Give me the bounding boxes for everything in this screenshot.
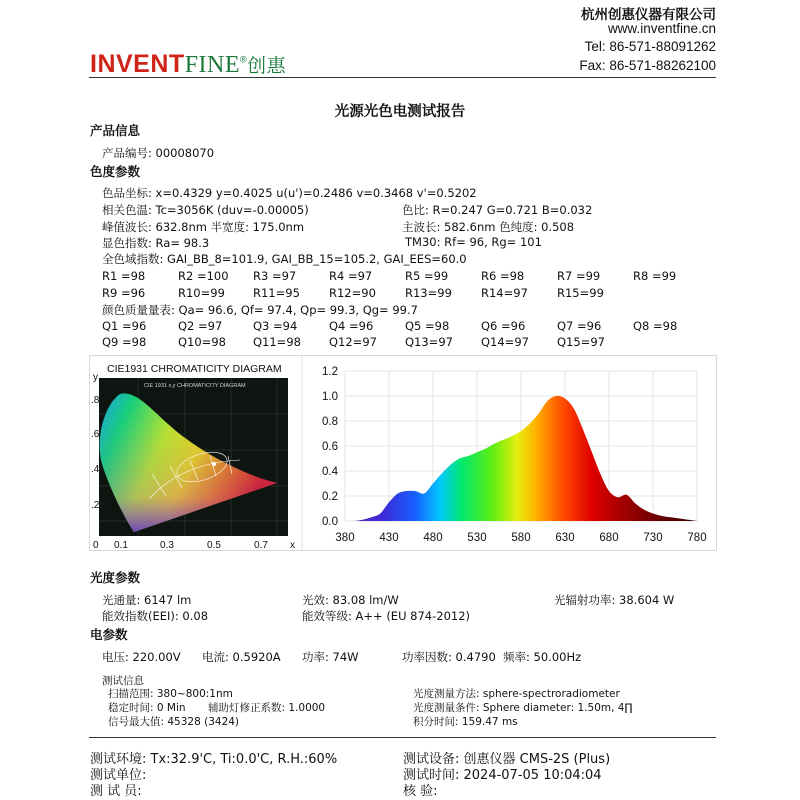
r-value: R8 =99: [633, 269, 677, 283]
cie-y-tick: .2: [91, 500, 100, 511]
charts-svg: [90, 356, 716, 550]
spectrum-x-tick: 580: [511, 532, 531, 544]
frequency: 频率: 50.00Hz: [503, 650, 582, 664]
spectrum-y-tick: 0.0: [322, 516, 338, 528]
spectrum-y-ticks: [322, 366, 339, 528]
r-value: R6 =98: [481, 269, 525, 283]
charts-panel: [89, 355, 717, 551]
spectrum-x-tick: 630: [555, 532, 575, 544]
company-tel: Tel: 86-571-88091262: [584, 39, 716, 54]
spectrum-y-tick: 0.8: [322, 416, 338, 428]
footer-divider: [89, 737, 716, 738]
q-value: Q1 =96: [102, 319, 147, 333]
power-factor: 功率因数: 0.4790: [402, 650, 496, 664]
signal-max: 信号最大值: 45328 (3424): [108, 716, 240, 728]
photometric-method: 光度测量方法: sphere-spectroradiometer: [413, 688, 620, 700]
company-logo: INVENTFINE®创惠: [90, 50, 287, 78]
electrical-section-heading: 电参数: [90, 627, 128, 642]
power: 功率: 74W: [302, 650, 359, 664]
peak-wavelength: 峰值波长: 632.8nm 半宽度: 175.0nm: [102, 220, 305, 234]
test-device: 测试设备: 创惠仪器 CMS-2S (Plus): [403, 752, 611, 767]
cie-measured-point: [212, 462, 216, 466]
q-value: Q9 =98: [102, 335, 147, 349]
scan-range: 扫描范围: 380~800:1nm: [108, 688, 233, 700]
color-quality-scale: 颜色质量量表: Qa= 96.6, Qf= 97.4, Qp= 99.3, Qg= 99.7: [102, 303, 418, 317]
photometric-section-heading: 光度参数: [90, 570, 141, 585]
energy-efficiency-index: 能效指数(EEI): 0.08: [102, 609, 209, 623]
photometric-condition: 光度测量条件: Sphere diameter: 1.50m, 4∏: [413, 702, 633, 714]
r-value: R10=99: [178, 286, 225, 300]
spectrum-x-tick: 680: [599, 532, 619, 544]
luminous-efficacy: 光效: 83.08 lm/W: [302, 593, 399, 607]
cie-x-tick: 0: [93, 540, 99, 550]
r-value: R5 =99: [405, 269, 449, 283]
q-value: Q3 =94: [253, 319, 298, 333]
spectrum-y-tick: 1.2: [322, 366, 338, 378]
checker: 核 验:: [403, 784, 438, 799]
q-value: Q14=97: [481, 335, 529, 349]
cie-x-tick: 0.7: [254, 540, 268, 550]
aux-lamp-correction: 辅助灯修正系数: 1.0000: [208, 702, 326, 714]
spectrum-y-tick: 0.2: [322, 491, 338, 503]
spectrum-y-tick: 0.6: [322, 441, 338, 453]
q-value: Q2 =97: [178, 319, 223, 333]
q-value: Q7 =96: [557, 319, 602, 333]
color-section-heading: 色度参数: [90, 164, 141, 179]
report-title: 光源光色电测试报告: [334, 104, 466, 120]
test-time: 测试时间: 2024-07-05 10:04:04: [403, 768, 602, 783]
chromaticity-coordinates: 色品坐标: x=0.4329 y=0.4025 u(u')=0.2486 v=0.3468 v'=0.5202: [102, 186, 477, 200]
cie-x-tick: 0.5: [207, 540, 221, 550]
r-value: R1 =98: [102, 269, 146, 283]
q-value: Q13=97: [405, 335, 453, 349]
q-value: Q8 =98: [633, 319, 678, 333]
spectrum-x-tick: 730: [643, 532, 663, 544]
cie-x-axis-label: x: [290, 540, 295, 550]
spectrum-x-tick: 780: [687, 532, 707, 544]
r-value: R15=99: [557, 286, 604, 300]
product-code: 产品编号: 00008070: [102, 146, 215, 160]
cie-y-tick: .8: [91, 395, 100, 406]
current: 电流: 0.5920A: [202, 650, 281, 664]
r-value: R3 =97: [253, 269, 297, 283]
spectrum-x-tick: 480: [423, 532, 443, 544]
dominant-wavelength: 主波长: 582.6nm 色纯度: 0.508: [402, 220, 575, 234]
header-divider: [89, 77, 716, 78]
cie-y-axis-label: y: [93, 372, 98, 383]
r-value: R11=95: [253, 286, 300, 300]
test-environment: 测试环境: Tx:32.9'C, Ti:0.0'C, R.H.:60%: [90, 752, 338, 767]
q-value: Q10=98: [178, 335, 226, 349]
product-section-heading: 产品信息: [90, 123, 141, 138]
test-unit: 测试单位:: [90, 768, 147, 783]
company-website: www.inventfine.cn: [607, 21, 716, 36]
r-value: R7 =99: [557, 269, 601, 283]
spectrum-y-tick: 1.0: [322, 391, 338, 403]
spectrum-x-ticks: [335, 532, 706, 544]
test-info-heading: 测试信息: [102, 675, 144, 687]
color-rendering-index: 显色指数: Ra= 98.3: [102, 236, 210, 250]
cie-y-tick: .6: [91, 429, 100, 440]
q-value: Q11=98: [253, 335, 301, 349]
cie-inner-title: CIE 1931 x,y CHROMATICITY DIAGRAM: [144, 383, 246, 389]
tm30-values: TM30: Rf= 96, Rg= 101: [405, 235, 542, 249]
r-value: R9 =96: [102, 286, 146, 300]
q-value: Q15=97: [557, 335, 605, 349]
tester: 测 试 员:: [90, 784, 142, 799]
stable-time: 稳定时间: 0 Min: [108, 702, 186, 714]
r-value: R14=97: [481, 286, 528, 300]
gamut-area-index: 全色域指数: GAI_BB_8=101.9, GAI_BB_15=105.2, GAI_EES=60.0: [102, 252, 467, 266]
color-ratio: 色比: R=0.247 G=0.721 B=0.032: [402, 203, 593, 217]
spectrum-x-tick: 430: [379, 532, 399, 544]
integration-time: 积分时间: 159.47 ms: [413, 716, 518, 728]
q-value: Q12=97: [329, 335, 377, 349]
spectrum-x-tick: 380: [335, 532, 355, 544]
q-value: Q4 =96: [329, 319, 374, 333]
company-name: 杭州创惠仪器有限公司: [581, 7, 716, 23]
r-value: R4 =97: [329, 269, 373, 283]
cie-x-tick: 0.3: [160, 540, 174, 550]
voltage: 电压: 220.00V: [102, 650, 181, 664]
luminous-flux: 光通量: 6147 lm: [102, 593, 192, 607]
correlated-color-temp: 相关色温: Tc=3056K (duv=-0.00005): [102, 203, 309, 217]
r-value: R12=90: [329, 286, 376, 300]
q-value: Q5 =98: [405, 319, 450, 333]
spectrum-x-tick: 530: [467, 532, 487, 544]
r-value: R2 =100: [178, 269, 229, 283]
spectrum-y-tick: 0.4: [322, 466, 338, 478]
cie-title: CIE1931 CHROMATICITY DIAGRAM: [107, 363, 282, 375]
q-value: Q6 =96: [481, 319, 526, 333]
cie-y-tick: .4: [91, 464, 100, 475]
r-value: R13=99: [405, 286, 452, 300]
cie-x-tick: 0.1: [114, 540, 128, 550]
radiant-power: 光辐射功率: 38.604 W: [554, 593, 675, 607]
energy-class: 能效等级: A++ (EU 874-2012): [302, 609, 471, 623]
company-fax: Fax: 86-571-88262100: [579, 58, 716, 73]
